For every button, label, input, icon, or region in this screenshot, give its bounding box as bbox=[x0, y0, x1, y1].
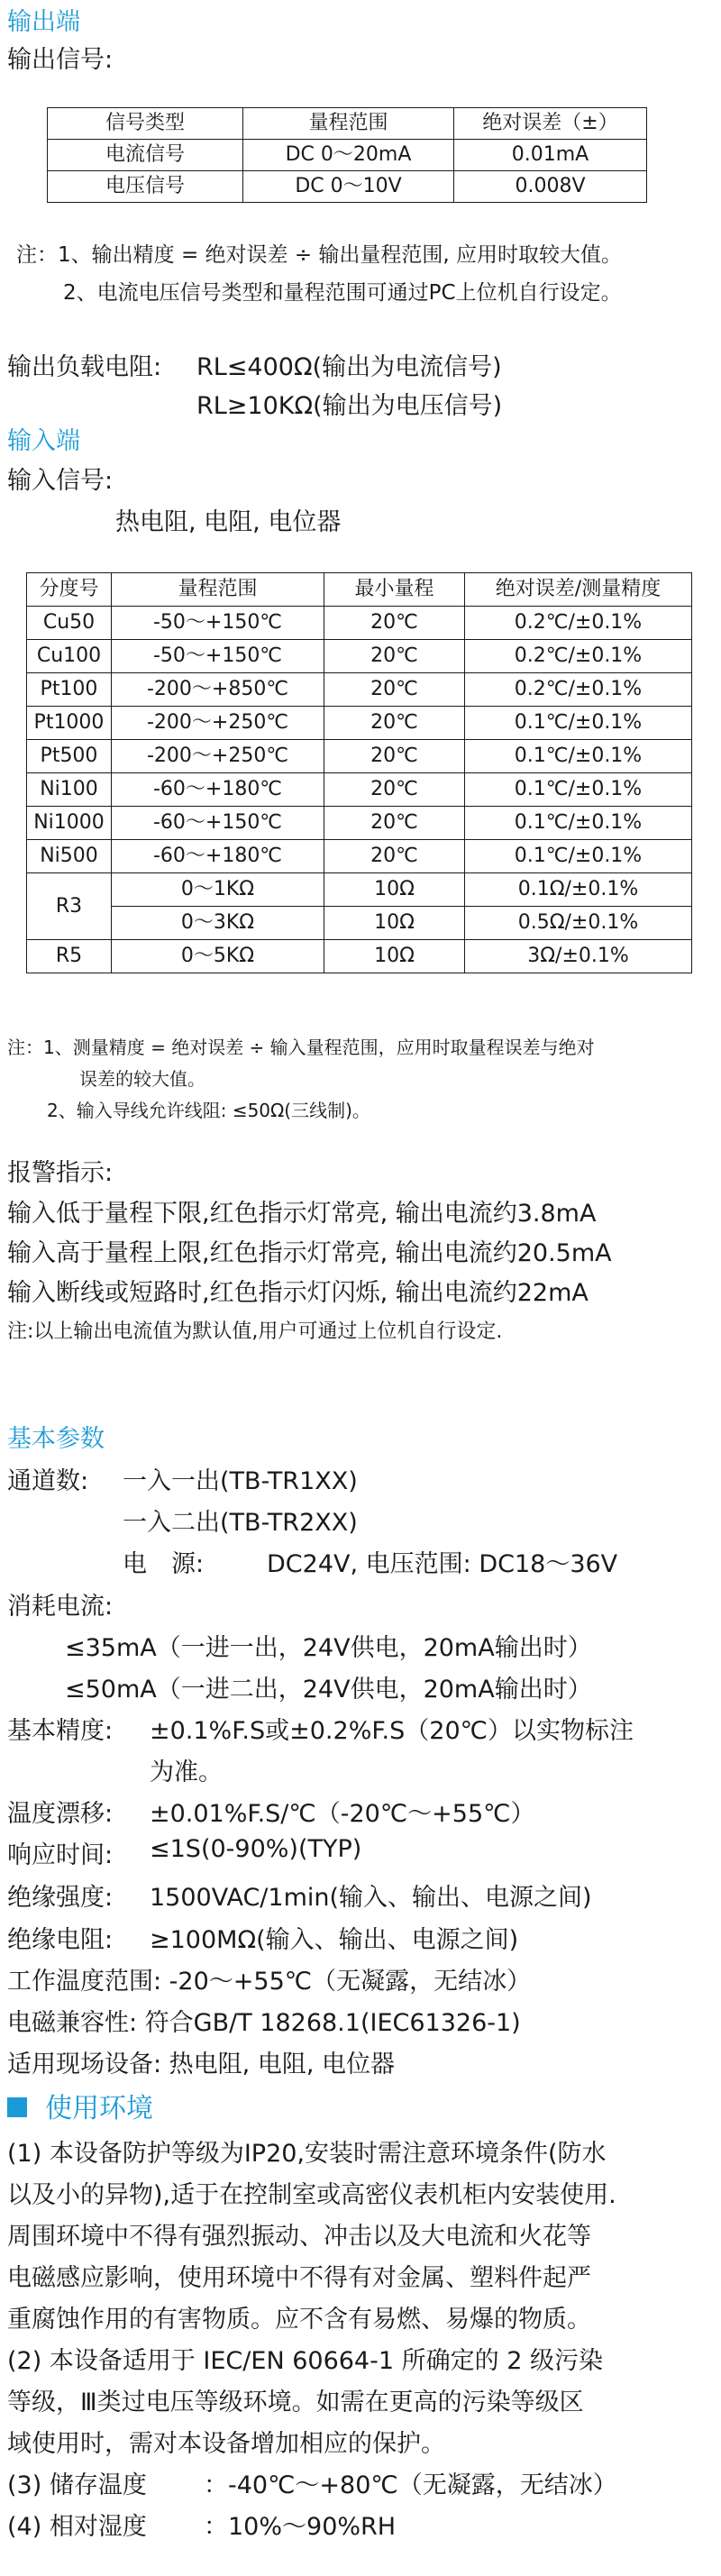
table-cell: 0.1℃/±0.1% bbox=[465, 707, 692, 740]
table-cell: Cu100 bbox=[27, 640, 112, 673]
table-cell: -60～+180℃ bbox=[112, 773, 324, 807]
insulation-strength-value: 1500VAC/1min(输入、输出、电源之间) bbox=[150, 1884, 592, 1912]
power-label: 电 源: bbox=[123, 1550, 205, 1578]
output-heading: 输出端 bbox=[7, 8, 80, 36]
table-cell: 0～1KΩ bbox=[112, 873, 324, 907]
table-header: 量程范围 bbox=[112, 573, 324, 607]
table-cell: 20℃ bbox=[324, 740, 465, 773]
storage-temp-label: (3) 储存温度 bbox=[7, 2471, 147, 2499]
table-cell: 0.01mA bbox=[454, 140, 647, 171]
table-row bbox=[27, 740, 692, 773]
env-line: 以及小的异物),适于在控制室或高密仪表机柜内安装使用. bbox=[7, 2181, 616, 2209]
table-row bbox=[27, 807, 692, 840]
table-cell: -60～+150℃ bbox=[112, 807, 324, 840]
table-cell: 3Ω/±0.1% bbox=[465, 940, 692, 973]
env-line: 周围环境中不得有强烈振动、冲击以及大电流和火花等 bbox=[7, 2223, 591, 2251]
table-cell: DC 0～10V bbox=[243, 171, 454, 203]
alarm-line: 输入高于量程上限,红色指示灯常亮, 输出电流约20.5mA bbox=[7, 1239, 612, 1267]
env-line: (2) 本设备适用于 IEC/EN 60664-1 所确定的 2 级污染 bbox=[7, 2347, 603, 2375]
table-cell: 20℃ bbox=[324, 707, 465, 740]
table-cell: Ni100 bbox=[27, 773, 112, 807]
env-line: 电磁感应影响，使用环境中不得有对金属、塑料件起严 bbox=[7, 2264, 591, 2292]
table-cell: 0～3KΩ bbox=[112, 907, 324, 940]
table-cell: 0.1℃/±0.1% bbox=[465, 807, 692, 840]
table-cell: 0.2℃/±0.1% bbox=[465, 607, 692, 640]
table-cell: 0.1℃/±0.1% bbox=[465, 840, 692, 873]
table-cell: 电压信号 bbox=[48, 171, 243, 203]
table-cell: -50～+150℃ bbox=[112, 607, 324, 640]
applicable-devices: 适用现场设备: 热电阻, 电阻, 电位器 bbox=[7, 2051, 396, 2078]
input-note-2: 2、输入导线允许线阻: ≤50Ω(三线制)。 bbox=[47, 1100, 370, 1121]
table-cell: 0.1℃/±0.1% bbox=[465, 773, 692, 807]
table-row bbox=[27, 840, 692, 873]
table-row bbox=[27, 940, 692, 973]
table-cell: 10Ω bbox=[324, 940, 465, 973]
table-cell: 10Ω bbox=[324, 907, 465, 940]
consumption-label: 消耗电流: bbox=[7, 1593, 114, 1621]
table-cell: Pt100 bbox=[27, 673, 112, 707]
table-cell: -50～+150℃ bbox=[112, 640, 324, 673]
emc: 电磁兼容性: 符合GB/T 18268.1(IEC61326-1) bbox=[7, 2009, 521, 2037]
table-cell: Cu50 bbox=[27, 607, 112, 640]
env-line: (1) 本设备防护等级为IP20,安装时需注意环境条件(防水 bbox=[7, 2140, 607, 2168]
input-note-1: 注：1、测量精度 = 绝对误差 ÷ 输入量程范围，应用时取量程误差与绝对 bbox=[7, 1037, 595, 1058]
table-row bbox=[27, 873, 692, 907]
table-header: 绝对误差/测量精度 bbox=[465, 573, 692, 607]
response-label: 响应时间: bbox=[7, 1841, 114, 1869]
accuracy-value: ±0.1%F.S或±0.2%F.S（20℃）以实物标注 bbox=[150, 1717, 634, 1745]
alarm-note: 注:以上输出电流值为默认值,用户可通过上位机自行设定. bbox=[7, 1320, 503, 1343]
table-cell: 20℃ bbox=[324, 673, 465, 707]
input-signal-types: 热电阻, 电阻, 电位器 bbox=[115, 508, 342, 536]
insulation-resistance-value: ≥100MΩ(输入、输出、电源之间) bbox=[150, 1926, 519, 1954]
env-line: 域使用时，需对本设备增加相应的保护。 bbox=[7, 2430, 445, 2458]
insulation-strength-label: 绝缘强度: bbox=[7, 1884, 114, 1912]
table-cell: Ni1000 bbox=[27, 807, 112, 840]
table-cell: 20℃ bbox=[324, 773, 465, 807]
alarm-heading: 报警指示: bbox=[7, 1159, 114, 1187]
env-heading: 使用环境 bbox=[45, 2093, 153, 2124]
table-row bbox=[27, 673, 692, 707]
input-heading: 输入端 bbox=[7, 427, 80, 455]
table-cell: 20℃ bbox=[324, 607, 465, 640]
basic-heading: 基本参数 bbox=[7, 1425, 105, 1453]
table-header: 绝对误差（±） bbox=[454, 108, 647, 140]
table-cell: R5 bbox=[27, 940, 112, 973]
table-row bbox=[27, 640, 692, 673]
table-header: 量程范围 bbox=[243, 108, 454, 140]
table-row bbox=[27, 607, 692, 640]
output-signal-label: 输出信号: bbox=[7, 46, 114, 74]
output-note-2: 2、电流电压信号类型和量程范围可通过PC上位机自行设定。 bbox=[63, 281, 622, 305]
input-note-1-cont: 误差的较大值。 bbox=[79, 1068, 205, 1090]
table-cell: 10Ω bbox=[324, 873, 465, 907]
table-cell: -200～+850℃ bbox=[112, 673, 324, 707]
table-row bbox=[48, 140, 647, 171]
table-cell: 0.5Ω/±0.1% bbox=[465, 907, 692, 940]
output-load-current: RL≤400Ω(输出为电流信号) bbox=[196, 353, 502, 381]
table-cell: 0.2℃/±0.1% bbox=[465, 673, 692, 707]
table-cell: 20℃ bbox=[324, 807, 465, 840]
table-cell: -200～+250℃ bbox=[112, 740, 324, 773]
table-header-row bbox=[48, 108, 647, 140]
table-cell: -60～+180℃ bbox=[112, 840, 324, 873]
table-row bbox=[27, 707, 692, 740]
channel-2: 一入二出(TB-TR2XX) bbox=[123, 1509, 358, 1537]
output-signal-table bbox=[47, 107, 647, 203]
humidity-value: ：10%～90%RH bbox=[204, 2513, 397, 2541]
table-header: 最小量程 bbox=[324, 573, 465, 607]
env-line: 等级，Ⅲ类过电压等级环境。如需在更高的污染等级区 bbox=[7, 2389, 584, 2416]
table-header: 信号类型 bbox=[48, 108, 243, 140]
channel-1: 一入一出(TB-TR1XX) bbox=[123, 1467, 358, 1495]
table-header-row bbox=[27, 573, 692, 607]
table-cell: Pt1000 bbox=[27, 707, 112, 740]
humidity-label: (4) 相对湿度 bbox=[7, 2513, 147, 2541]
table-row bbox=[27, 907, 692, 940]
power-value: DC24V, 电压范围: DC18～36V bbox=[267, 1550, 618, 1578]
accuracy-label: 基本精度: bbox=[7, 1717, 114, 1745]
env-heading-row bbox=[7, 2086, 153, 2125]
table-cell: Pt500 bbox=[27, 740, 112, 773]
channels-label: 通道数: bbox=[7, 1467, 89, 1495]
table-cell: DC 0～20mA bbox=[243, 140, 454, 171]
output-load-label: 输出负载电阻: bbox=[7, 353, 162, 381]
table-cell: 0.1Ω/±0.1% bbox=[465, 873, 692, 907]
output-note-1: 注：1、输出精度 = 绝对误差 ÷ 输出量程范围, 应用时取较大值。 bbox=[16, 243, 623, 267]
table-cell: 电流信号 bbox=[48, 140, 243, 171]
square-bullet-icon bbox=[7, 2097, 27, 2117]
consumption-2: ≤50mA（一进二出，24V供电，20mA输出时） bbox=[65, 1676, 592, 1704]
table-cell: 20℃ bbox=[324, 640, 465, 673]
input-signal-label: 输入信号: bbox=[7, 467, 114, 495]
table-cell: 0～5KΩ bbox=[112, 940, 324, 973]
input-signal-table bbox=[26, 572, 692, 973]
table-cell: 0.2℃/±0.1% bbox=[465, 640, 692, 673]
table-cell: R3 bbox=[27, 873, 112, 940]
output-load-voltage: RL≥10KΩ(输出为电压信号) bbox=[196, 392, 503, 420]
table-cell: -200～+250℃ bbox=[112, 707, 324, 740]
storage-temp-value: ：-40℃～+80℃（无凝露，无结冰） bbox=[204, 2471, 617, 2499]
table-cell: Ni500 bbox=[27, 840, 112, 873]
table-row bbox=[27, 773, 692, 807]
env-line: 重腐蚀作用的有害物质。应不含有易燃、易爆的物质。 bbox=[7, 2306, 591, 2334]
operating-temp: 工作温度范围: -20～+55℃（无凝露，无结冰） bbox=[7, 1968, 532, 1996]
table-row bbox=[48, 171, 647, 203]
response-value: ≤1S(0-90%)(TYP) bbox=[150, 1835, 362, 1863]
drift-value: ±0.01%F.S/℃（-20℃～+55℃） bbox=[150, 1800, 535, 1828]
accuracy-value-cont: 为准。 bbox=[150, 1758, 223, 1786]
insulation-resistance-label: 绝缘电阻: bbox=[7, 1926, 114, 1954]
drift-label: 温度漂移: bbox=[7, 1800, 114, 1828]
alarm-line: 输入断线或短路时,红色指示灯闪烁, 输出电流约22mA bbox=[7, 1279, 589, 1307]
table-cell: 0.1℃/±0.1% bbox=[465, 740, 692, 773]
table-header: 分度号 bbox=[27, 573, 112, 607]
consumption-1: ≤35mA（一进一出，24V供电，20mA输出时） bbox=[65, 1634, 592, 1662]
table-cell: 20℃ bbox=[324, 840, 465, 873]
table-cell: 0.008V bbox=[454, 171, 647, 203]
alarm-line: 输入低于量程下限,红色指示灯常亮, 输出电流约3.8mA bbox=[7, 1200, 597, 1228]
